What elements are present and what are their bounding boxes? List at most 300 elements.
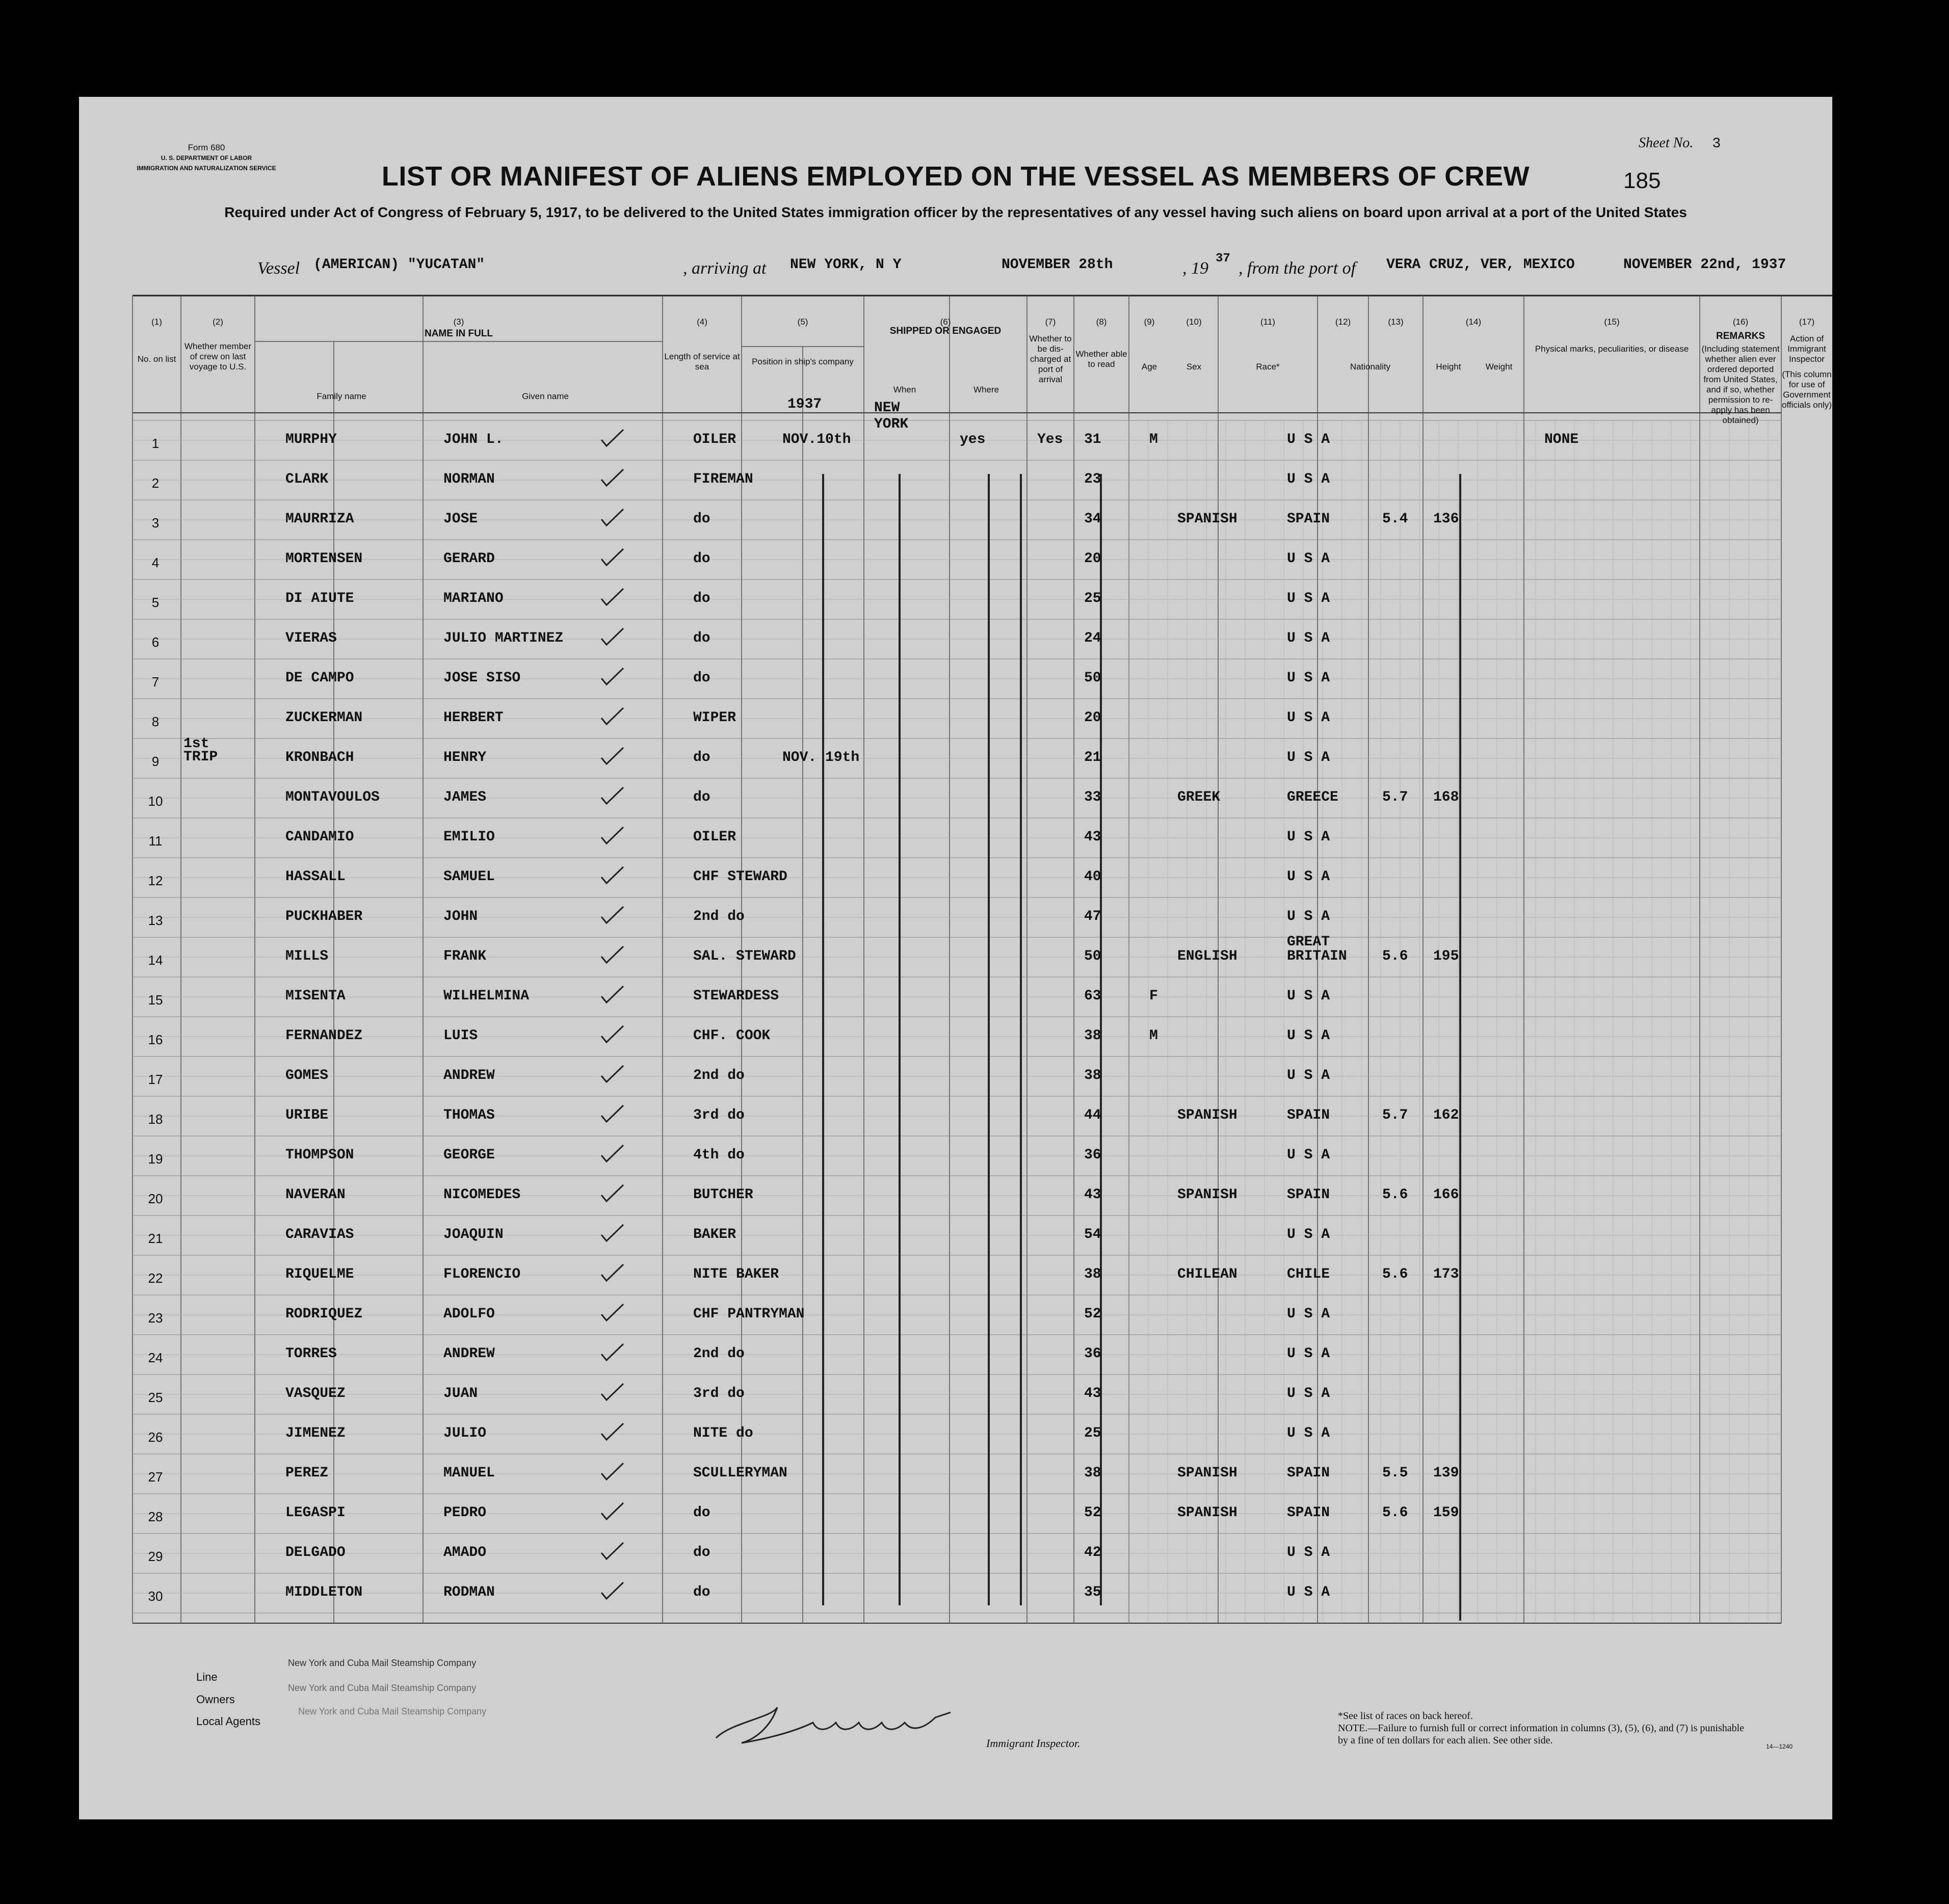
cell-race: SPANISH xyxy=(1177,1187,1237,1203)
cell-family: VIERAS xyxy=(285,630,337,646)
page-number: 185 xyxy=(1623,168,1661,193)
cell-position: STEWARDESS xyxy=(693,988,779,1004)
table-row xyxy=(79,818,1832,858)
arriving-value: NEW YORK, N Y xyxy=(790,257,902,273)
cell-given: ANDREW xyxy=(443,1346,495,1362)
table-row xyxy=(79,897,1832,937)
cell-age: 50 xyxy=(1084,670,1101,686)
header-shipped-where: Where xyxy=(973,385,999,394)
cell-position: WIPER xyxy=(693,710,736,726)
cell-age: 38 xyxy=(1084,1465,1101,1481)
header-height: Height xyxy=(1436,362,1461,372)
cell-when: NOV.10th xyxy=(782,432,851,447)
table-row xyxy=(79,500,1832,540)
cell-family: MAURRIZA xyxy=(285,511,354,527)
cell-nationality: U S A xyxy=(1287,1028,1330,1044)
cell-given: RODMAN xyxy=(443,1584,495,1600)
cell-age: 44 xyxy=(1084,1107,1101,1123)
owners-label: Owners xyxy=(196,1693,235,1706)
vessel-value: (AMERICAN) "YUCATAN" xyxy=(313,257,485,273)
cell-weight: 195 xyxy=(1433,948,1459,964)
row-number: 14 xyxy=(148,953,163,968)
row-number: 2 xyxy=(151,475,160,491)
table-row xyxy=(79,1096,1832,1136)
header-given-name: Given name xyxy=(522,391,569,401)
cell-age: 63 xyxy=(1084,988,1101,1004)
cell-family: PEREZ xyxy=(285,1465,329,1481)
form-reference: 14—1240 xyxy=(1766,1743,1793,1750)
header-remarks: REMARKS xyxy=(1716,331,1766,341)
departure-date-value: NOVEMBER 22nd, 1937 xyxy=(1623,257,1786,273)
cell-position: 2nd do xyxy=(693,909,745,924)
cell-when: NOV. 19th xyxy=(782,750,860,765)
row-number: 17 xyxy=(148,1072,163,1087)
cell-nationality: GREAT BRITAIN xyxy=(1287,934,1347,964)
cell-family: MIDDLETON xyxy=(285,1584,363,1600)
table-row xyxy=(79,540,1832,579)
table-row xyxy=(79,1215,1832,1255)
cell-sex: M xyxy=(1149,1028,1158,1044)
cell-family: DI AIUTE xyxy=(285,591,354,606)
row-number: 5 xyxy=(151,595,160,610)
cell-given: AMADO xyxy=(443,1545,487,1561)
cell-nationality: U S A xyxy=(1287,829,1330,845)
table-row xyxy=(79,1573,1832,1613)
cell-given: MANUEL xyxy=(443,1465,495,1481)
year-value: 37 xyxy=(1216,252,1230,266)
manifest-sheet xyxy=(79,97,1832,1819)
header-family-name: Family name xyxy=(317,391,366,401)
page-title: LIST OR MANIFEST OF ALIENS EMPLOYED ON THE VESSEL AS MEMBERS OF CREW xyxy=(381,161,1530,192)
table-row xyxy=(79,1176,1832,1215)
cell-position: 2nd do xyxy=(693,1346,745,1362)
cell-position: do xyxy=(693,670,710,686)
cell-position: do xyxy=(693,511,710,527)
cell-family: GOMES xyxy=(285,1068,329,1083)
cell-family: CANDAMIO xyxy=(285,829,354,845)
row-number: 22 xyxy=(148,1271,163,1286)
column-number: (2) xyxy=(213,317,223,327)
cell-given: SAMUEL xyxy=(443,869,495,885)
note-text: NOTE.—Failure to furnish full or correct information in columns (3), (5), (6), and (7) is punishable by a fine of ten dollars for each alien. See other side. xyxy=(1338,1723,1745,1746)
row-number: 19 xyxy=(148,1151,163,1167)
sheet-number-value: 3 xyxy=(1712,136,1721,152)
cell-race: GREEK xyxy=(1177,789,1221,805)
owners-stamp: New York and Cuba Mail Steamship Company xyxy=(288,1683,477,1693)
cell-weight: 136 xyxy=(1433,511,1459,527)
header-remarks-note: (Including statement whether alien ever ordered deported from United States, and if so, whether permission to re-apply has been obtained) xyxy=(1701,344,1780,425)
cell-nationality: U S A xyxy=(1287,988,1330,1004)
cell-race: CHILEAN xyxy=(1177,1266,1237,1282)
header-last-voyage: Whether member of crew on last voyage to U.S. xyxy=(184,341,252,372)
cell-nationality: U S A xyxy=(1287,909,1330,924)
row-number: 23 xyxy=(148,1310,163,1326)
header-no-on-list: No. on list xyxy=(137,354,176,364)
cell-position: 4th do xyxy=(693,1147,745,1163)
table-row xyxy=(79,1056,1832,1096)
service-label: IMMIGRATION AND NATURALIZATION SERVICE xyxy=(137,165,276,172)
page-subtitle: Required under Act of Congress of February 5, 1917, to be delivered to the United States immigration officer by the representatives of any vessel having such aliens on board upon arrival at a port of the United States xyxy=(224,204,1687,220)
cell-given: JAMES xyxy=(443,789,487,805)
cell-race: ENGLISH xyxy=(1177,948,1237,964)
cell-given: FRANK xyxy=(443,948,487,964)
row-number: 4 xyxy=(151,555,160,570)
header-name-in-full: NAME IN FULL xyxy=(424,328,493,339)
cell-weight: 168 xyxy=(1433,789,1459,805)
cell-family: TORRES xyxy=(285,1346,337,1362)
cell-age: 33 xyxy=(1084,789,1101,805)
cell-position: do xyxy=(693,630,710,646)
cell-given: JOAQUIN xyxy=(443,1227,504,1242)
cell-family: MORTENSEN xyxy=(285,551,363,567)
cell-given: GEORGE xyxy=(443,1147,495,1163)
row-number: 8 xyxy=(151,714,160,729)
cell-given: GERARD xyxy=(443,551,495,567)
row-number: 25 xyxy=(148,1390,163,1405)
cell-discharged: yes xyxy=(960,432,986,447)
column-number: (15) xyxy=(1604,317,1620,327)
cell-nationality: U S A xyxy=(1287,1306,1330,1322)
cell-position: do xyxy=(693,750,710,765)
footer-note xyxy=(1338,1710,1756,1747)
cell-race: SPANISH xyxy=(1177,1465,1237,1481)
cell-position: do xyxy=(693,551,710,567)
cell-nationality: U S A xyxy=(1287,1584,1330,1600)
cell-given: JULIO xyxy=(443,1425,487,1441)
year-written: 1937 xyxy=(787,396,822,412)
cell-family: RIQUELME xyxy=(285,1266,354,1282)
row-number: 27 xyxy=(148,1469,163,1485)
cell-age: 43 xyxy=(1084,1386,1101,1401)
cell-family: VASQUEZ xyxy=(285,1386,346,1401)
cell-age: 40 xyxy=(1084,869,1101,885)
row-number: 16 xyxy=(148,1032,163,1047)
cell-nationality: U S A xyxy=(1287,750,1330,765)
table-row xyxy=(79,1335,1832,1374)
cell-given: EMILIO xyxy=(443,829,495,845)
cell-position: OILER xyxy=(693,432,736,447)
cell-position: BAKER xyxy=(693,1227,736,1242)
header-discharged: Whether to be dis-charged at port of arrival xyxy=(1029,334,1072,384)
cell-age: 43 xyxy=(1084,829,1101,845)
cell-given: HERBERT xyxy=(443,710,504,726)
cell-family: PUCKHABER xyxy=(285,909,363,924)
year-prefix: , 19 xyxy=(1182,259,1208,278)
table-row xyxy=(79,1533,1832,1573)
row-number: 18 xyxy=(148,1112,163,1127)
cell-nationality: U S A xyxy=(1287,1068,1330,1083)
table-row xyxy=(79,1454,1832,1494)
cell-age: 24 xyxy=(1084,630,1101,646)
cell-age: 20 xyxy=(1084,710,1101,726)
cell-age: 43 xyxy=(1084,1187,1101,1203)
header-action-note: (This column for use of Government officials only) xyxy=(1782,369,1832,410)
cell-height: 5.6 xyxy=(1382,948,1408,964)
cell-position: do xyxy=(693,1505,710,1521)
table-row xyxy=(79,1414,1832,1454)
cell-family: NAVERAN xyxy=(285,1187,346,1203)
cell-family: THOMPSON xyxy=(285,1147,354,1163)
row-number: 26 xyxy=(148,1430,163,1445)
cell-given: ANDREW xyxy=(443,1068,495,1083)
cell-given: MARIANO xyxy=(443,591,504,606)
row-number: 3 xyxy=(151,515,160,531)
cell-family: ZUCKERMAN xyxy=(285,710,363,726)
column-number: (8) xyxy=(1096,317,1107,327)
sheet-number-label: Sheet No. xyxy=(1639,135,1694,151)
cell-age: 36 xyxy=(1084,1147,1101,1163)
cell-age: 38 xyxy=(1084,1266,1101,1282)
cell-position: 3rd do xyxy=(693,1386,745,1401)
form-number: Form 680 xyxy=(188,143,225,152)
cell-position: do xyxy=(693,789,710,805)
cell-height: 5.6 xyxy=(1382,1266,1408,1282)
cell-weight: 173 xyxy=(1433,1266,1459,1282)
cell-nationality: U S A xyxy=(1287,630,1330,646)
cell-family: MISENTA xyxy=(285,988,346,1004)
cell-age: 25 xyxy=(1084,591,1101,606)
cell-given: THOMAS xyxy=(443,1107,495,1123)
agents-stamp: New York and Cuba Mail Steamship Company xyxy=(298,1706,487,1716)
arrival-date-value: NOVEMBER 28th xyxy=(1002,257,1113,273)
cell-age: 25 xyxy=(1084,1425,1101,1441)
table-row xyxy=(79,934,1832,977)
cell-sex: F xyxy=(1149,988,1158,1004)
row-number: 21 xyxy=(148,1231,163,1246)
row-number: 13 xyxy=(148,913,163,928)
cell-age: 52 xyxy=(1084,1306,1101,1322)
inspector-signature-icon xyxy=(711,1702,976,1748)
port-value: VERA CRUZ, VER, MEXICO xyxy=(1386,257,1575,273)
cell-age: 54 xyxy=(1084,1227,1101,1242)
column-number: (4) xyxy=(697,317,707,327)
cell-family: URIBE xyxy=(285,1107,329,1123)
cell-family: DELGADO xyxy=(285,1545,346,1561)
cell-weight: 139 xyxy=(1433,1465,1459,1481)
cell-race: SPANISH xyxy=(1177,1107,1237,1123)
cell-given: JOSE xyxy=(443,511,478,527)
cell-age: 34 xyxy=(1084,511,1101,527)
cell-nationality: U S A xyxy=(1287,551,1330,567)
cell-position: do xyxy=(693,1584,710,1600)
cell-nationality: U S A xyxy=(1287,869,1330,885)
note-star: *See list of races on back hereof. xyxy=(1338,1710,1473,1722)
cell-position: SCULLERYMAN xyxy=(693,1465,787,1481)
cell-family: HASSALL xyxy=(285,869,346,885)
cell-family: RODRIQUEZ xyxy=(285,1306,363,1322)
cell-height: 5.6 xyxy=(1382,1187,1408,1203)
cell-family: MONTAVOULOS xyxy=(285,789,380,805)
cell-age: 42 xyxy=(1084,1545,1101,1561)
cell-weight: 166 xyxy=(1433,1187,1459,1203)
cell-given: JOHN xyxy=(443,909,478,924)
cell-nationality: U S A xyxy=(1287,1545,1330,1561)
cell-position: BUTCHER xyxy=(693,1187,753,1203)
header-weight: Weight xyxy=(1485,362,1513,372)
arriving-label: , arriving at xyxy=(683,259,767,278)
cell-given: HENRY xyxy=(443,750,487,765)
cell-race: SPANISH xyxy=(1177,1505,1237,1521)
cell-weight: 159 xyxy=(1433,1505,1459,1521)
table-row xyxy=(79,460,1832,500)
row-number: 11 xyxy=(148,833,163,849)
cell-height: 5.5 xyxy=(1382,1465,1408,1481)
cell-family: CARAVIAS xyxy=(285,1227,354,1242)
cell-nationality: U S A xyxy=(1287,1425,1330,1441)
header-shipped-or-engaged: SHIPPED OR ENGAGED xyxy=(889,326,1002,336)
header-length-of-service: Length of service at sea xyxy=(664,352,740,372)
row-number: 10 xyxy=(148,794,163,809)
department-label: U. S. DEPARTMENT OF LABOR xyxy=(161,154,252,162)
cell-where: NEW YORK xyxy=(874,400,909,432)
cell-nationality: GREECE xyxy=(1287,789,1338,805)
row-number: 9 xyxy=(151,754,160,769)
cell-given: LUIS xyxy=(443,1028,478,1044)
vessel-label: Vessel xyxy=(257,259,300,278)
line-stamp: New York and Cuba Mail Steamship Company xyxy=(288,1658,477,1668)
column-number: (11) xyxy=(1260,317,1275,327)
column-number: (9) xyxy=(1144,317,1155,327)
cell-given: JUAN xyxy=(443,1386,478,1401)
row-number: 30 xyxy=(148,1589,163,1604)
cell-position: SAL. STEWARD xyxy=(693,948,796,964)
cell-position: FIREMAN xyxy=(693,471,753,487)
cell-nationality: U S A xyxy=(1287,1346,1330,1362)
line-label: Line xyxy=(196,1671,218,1683)
cell-age: 50 xyxy=(1084,948,1101,964)
cell-nationality: U S A xyxy=(1287,471,1330,487)
cell-race: SPANISH xyxy=(1177,511,1237,527)
cell-sex: M xyxy=(1149,432,1158,447)
cell-given: WILHELMINA xyxy=(443,988,530,1004)
cell-family: JIMENEZ xyxy=(285,1425,346,1441)
cell-age: 35 xyxy=(1084,1584,1101,1600)
cell-family: MURPHY xyxy=(285,432,337,447)
cell-position: CHF. COOK xyxy=(693,1028,771,1044)
cell-position: do xyxy=(693,1545,710,1561)
table-row xyxy=(79,1136,1832,1176)
cell-height: 5.4 xyxy=(1382,511,1408,527)
cell-position: 3rd do xyxy=(693,1107,745,1123)
cell-nationality: U S A xyxy=(1287,1147,1330,1163)
cell-position: CHF PANTRYMAN xyxy=(693,1306,805,1322)
row-number: 29 xyxy=(148,1549,163,1564)
header-age: Age xyxy=(1141,362,1157,372)
cell-nationality: U S A xyxy=(1287,432,1330,447)
cell-nationality: SPAIN xyxy=(1287,511,1330,527)
cell-family: KRONBACH xyxy=(285,750,354,765)
cell-family: DE CAMPO xyxy=(285,670,354,686)
cell-given: NORMAN xyxy=(443,471,495,487)
cell-nationality: U S A xyxy=(1287,591,1330,606)
cell-nationality: U S A xyxy=(1287,710,1330,726)
cell-position: 2nd do xyxy=(693,1068,745,1083)
cell-age: 36 xyxy=(1084,1346,1101,1362)
header-physical-marks: Physical marks, peculiarities, or disease xyxy=(1535,344,1689,354)
column-number: (10) xyxy=(1186,317,1202,327)
port-label: , from the port of xyxy=(1239,259,1356,278)
row-number: 6 xyxy=(151,634,160,650)
cell-height: 5.7 xyxy=(1382,1107,1408,1123)
cell-marks: NONE xyxy=(1544,432,1579,447)
cell-age: 38 xyxy=(1084,1028,1101,1044)
header-able-to-read: Whether able to read xyxy=(1075,349,1127,369)
table-row xyxy=(79,778,1832,818)
cell-given: NICOMEDES xyxy=(443,1187,521,1203)
column-number: (6) xyxy=(940,317,951,327)
row-number: 20 xyxy=(148,1191,163,1206)
table-row xyxy=(79,1374,1832,1414)
cell-family: LEGASPI xyxy=(285,1505,346,1521)
column-number: (1) xyxy=(151,317,162,327)
cell-given: FLORENCIO xyxy=(443,1266,521,1282)
row-number: 24 xyxy=(148,1350,163,1365)
cell-family: CLARK xyxy=(285,471,329,487)
cell-given: JOSE SISO xyxy=(443,670,521,686)
cell-given: JOHN L. xyxy=(443,432,504,447)
cell-position: OILER xyxy=(693,829,736,845)
cell-nationality: SPAIN xyxy=(1287,1465,1330,1481)
table-row xyxy=(79,579,1832,619)
cell-height: 5.7 xyxy=(1382,789,1408,805)
cell-position: CHF STEWARD xyxy=(693,869,787,885)
cell-given: JULIO MARTINEZ xyxy=(443,630,564,646)
column-number: (14) xyxy=(1465,317,1482,327)
cell-nationality: U S A xyxy=(1287,1386,1330,1401)
table-row xyxy=(79,858,1832,897)
cell-age: 20 xyxy=(1084,551,1101,567)
table-row xyxy=(79,1255,1832,1295)
cell-nationality: CHILE xyxy=(1287,1266,1330,1282)
local-agents-label: Local Agents xyxy=(196,1715,260,1728)
header-race: Race* xyxy=(1256,362,1280,372)
row-number: 1 xyxy=(151,436,160,451)
table-row xyxy=(79,977,1832,1017)
cell-weight: 162 xyxy=(1433,1107,1459,1123)
column-number: (5) xyxy=(797,317,808,327)
cell-age: 47 xyxy=(1084,909,1101,924)
cell-given: PEDRO xyxy=(443,1505,487,1521)
cell-voyage: 1st TRIP xyxy=(183,736,218,765)
column-number: (13) xyxy=(1388,317,1404,327)
column-number: (12) xyxy=(1335,317,1351,327)
table-row xyxy=(79,1295,1832,1335)
cell-nationality: U S A xyxy=(1287,670,1330,686)
table-row xyxy=(79,738,1832,778)
cell-age: 31 xyxy=(1084,432,1101,447)
cell-nationality: U S A xyxy=(1287,1227,1330,1242)
row-number: 12 xyxy=(148,873,163,888)
header-shipped-when: When xyxy=(893,385,916,394)
table-row xyxy=(79,699,1832,738)
table-row xyxy=(79,1017,1832,1056)
row-number: 7 xyxy=(151,674,160,690)
cell-age: 23 xyxy=(1084,471,1101,487)
table-row xyxy=(79,1494,1832,1533)
row-number: 28 xyxy=(148,1509,163,1524)
cell-age: 38 xyxy=(1084,1068,1101,1083)
table-row xyxy=(79,659,1832,699)
cell-nationality: SPAIN xyxy=(1287,1505,1330,1521)
cell-position: NITE do xyxy=(693,1425,753,1441)
column-number: (7) xyxy=(1045,317,1056,327)
cell-position: do xyxy=(693,591,710,606)
cell-family: FERNANDEZ xyxy=(285,1028,363,1044)
cell-nationality: SPAIN xyxy=(1287,1107,1330,1123)
cell-age: 52 xyxy=(1084,1505,1101,1521)
header-nationality: Nationality xyxy=(1350,362,1391,372)
row-number: 15 xyxy=(148,992,163,1008)
